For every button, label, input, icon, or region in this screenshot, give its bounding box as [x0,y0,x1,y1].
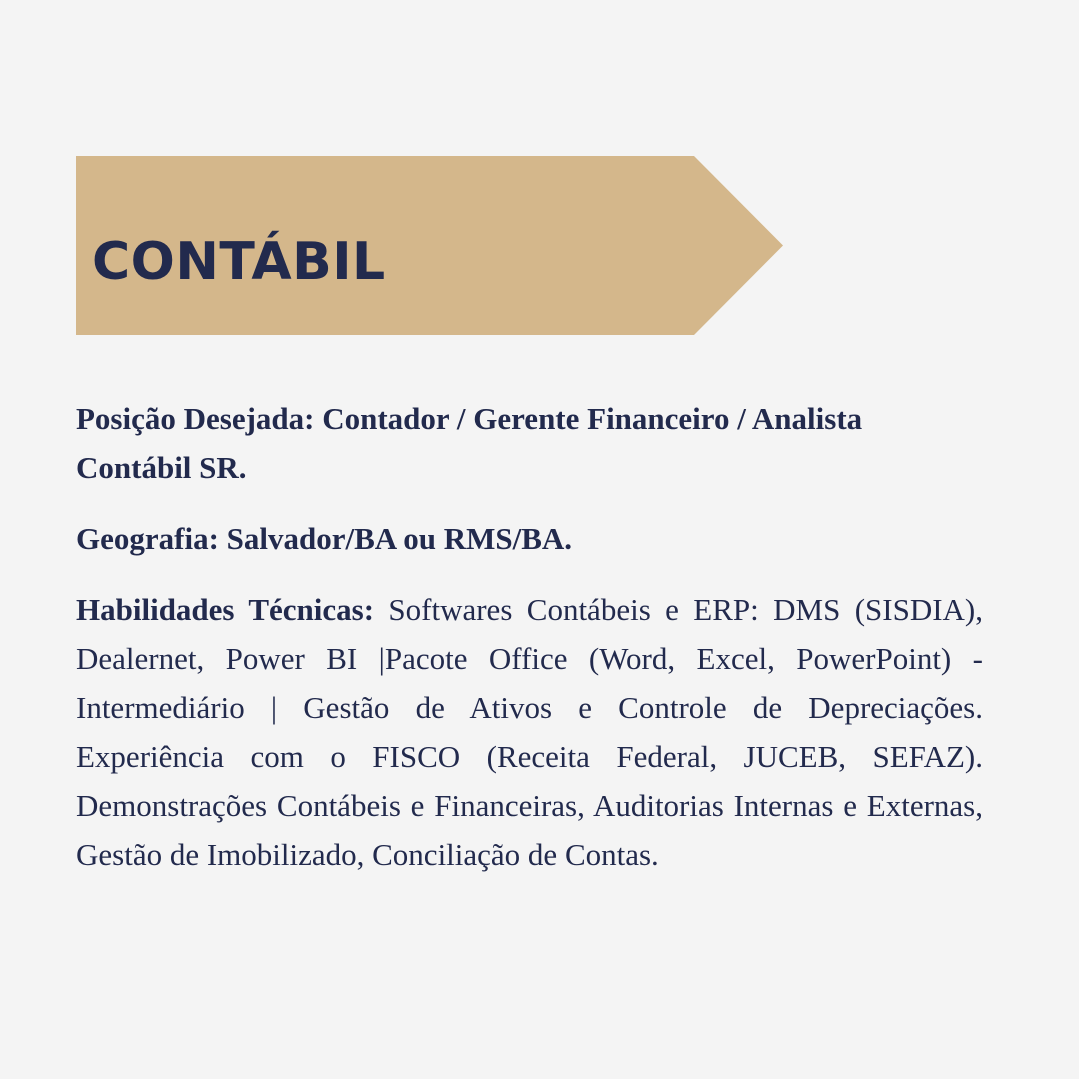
technical-skills [76,585,983,879]
profile-content [76,394,983,879]
geography: Geografia: Salvador/BA ou RMS/BA. [76,521,573,556]
desired-position: Posição Desejada: Contador / Gerente Financeiro / Analista Contábil SR. [76,401,863,485]
banner-title: CONTÁBIL [92,232,386,292]
technical-skills-label: Habilidades Técnicas: [76,592,375,627]
technical-skills-text: Softwares Contábeis e ERP: DMS (SISDIA), Dealernet, Power BI |Pacote Office (Word, Excel, PowerPoint) - Intermediário | Gestão de Ativos e Controle de Depreciações. Experiência com o FISCO (Receita Federal, JUCEB, SEFAZ). Demonstrações Contábeis e Financeiras, Auditorias Internas e Externas, Gestão de Imobilizado, Conciliação de Contas. [76,592,984,872]
